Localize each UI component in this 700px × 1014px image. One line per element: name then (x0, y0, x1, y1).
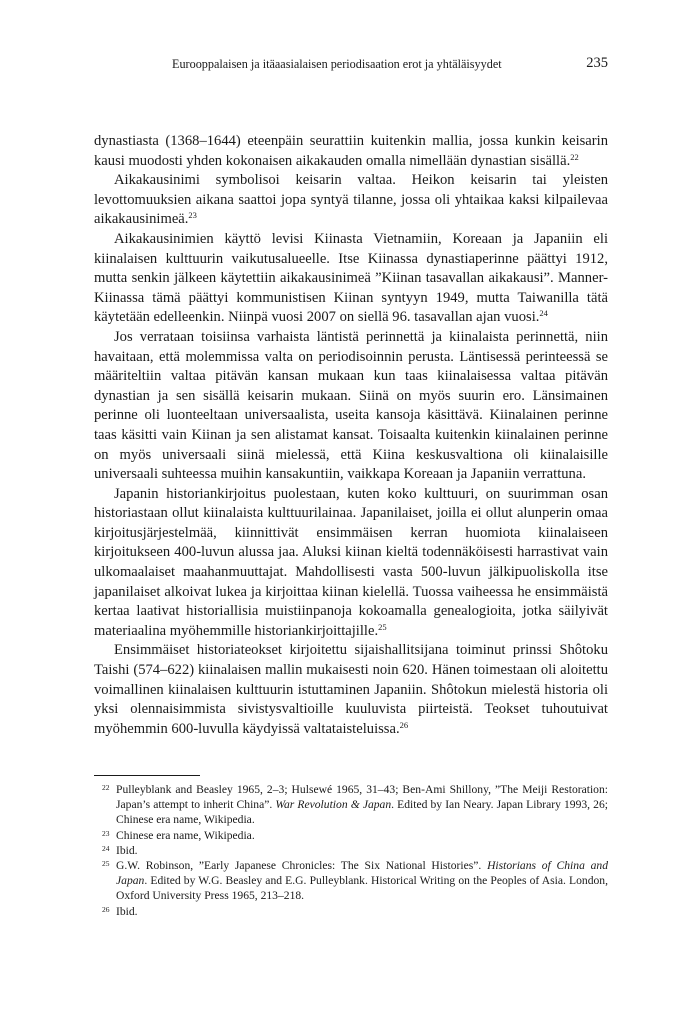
paragraph (94, 230, 608, 328)
paragraph (94, 171, 608, 230)
paragraph (94, 485, 608, 642)
footnote-ref: 25 (378, 621, 387, 632)
paragraph-text: Ensimmäiset historiateokset kirjoitettu sijaishallitsijana toiminut prinssi Shôtoku Taishi (574–622) kiinalaisen mallin mukaisesti noin 620. Hänen toimestaan oli aloitettu voimallinen kiinalaisen kulttuurin istuttaminen Japaniin. Shôtokun mielestä historia oli yksi olennaisimmista sivistysvaltioille kuuluvista piirteistä. Teokset tuhoutuivat myöhemmin 600-luvulla käydyissä valtataisteluissa. (94, 642, 608, 737)
running-title: Eurooppalaisen ja itäaasialaisen periodisaation erot ja yhtäläisyydet (172, 57, 502, 71)
footnote-title-italic: Historians of China and Japan (116, 859, 608, 888)
footnote-number: 25 (102, 859, 110, 869)
paragraph-text: Aikakausinimi symbolisoi keisarin valtaa. Heikon keisarin tai yleisten levottomuuksien aikana saattoi jopa syntyä tilanne, jossa oli yhtaikaa kaksi kilpailevaa aikakausinimeä. (94, 172, 608, 228)
footnote-text: Ibid. (116, 904, 138, 918)
footnote (94, 828, 608, 843)
footnote-number: 26 (102, 904, 110, 914)
footnote-title-italic: War Revolution & Japan (275, 798, 392, 812)
footnote-text-part: . Edited by Ian Neary. Japan Library 1993, 26; Chinese era name, Wikipedia. (116, 798, 608, 827)
paragraph (94, 328, 608, 485)
footnote-ref: 26 (399, 719, 409, 730)
footnote-ref: 24 (539, 308, 548, 319)
footnote-number: 23 (102, 828, 110, 838)
paragraph-text: Japanin historiankirjoitus puolestaan, kuten koko kulttuuri, on suurimman osan historiastaan ollut kiinalaista kulttuurilainaa. Japanilaiset, joilla ei ollut alunperin omaa kirjoitusjärjestelmää, kiinnittivät ensimmäisen kerran huomiota kiinalaiseen kirjoitukseen 400-luvun alussa jaa. Aluksi kiinan kieltä todennäköisesti harrastivat vain ulkomaalaiset maahanmuuttajat. Mahdollisesti vasta 500-luvun jälkipuoliskolla itse japanilaiset alkoivat lukea ja kirjoittaa kiinan kielellä. Tuossa vaiheessa he ensimmäistä kertaa laativat historiallisia muistiinpanoja kokoamalla genealogioita, jotka säilyivät materiaalina myöhemmille historiankirjoittajille. (94, 485, 608, 639)
footnote-text: Ibid. (116, 843, 138, 857)
footnote-ref: 22 (570, 151, 579, 162)
footnote-number: 24 (102, 843, 110, 853)
footnote-number: 22 (102, 783, 110, 792)
paragraph-text: Jos verrataan toisiinsa varhaista läntistä perinnettä ja kiinalaista perinnettä, niin havaitaan, että molemmissa valta on periodisoinnin perusta. Läntisessä perinteessä se määriteltiin valtaa pitävän kansan mukaan kun taas kiinalaisessa valtaa pitävän dynastian ja sen sisällä keisarin mukaan. Siinä on myös suurin ero. Länsimainen perinne oli luonteeltaan universaalista, useita kansoja käsittävä. Kiinalainen perinne taas käsitti vain Kiinan ja sen alistamat kansat. Toisaalta kuitenkin kiinalainen perinne on myös universaali siinä mielessä, että Kiina keskusvaltiona oli kiinalaisille universaali suhteessa muihin kansakuntiin, vaikkapa Koreaan ja Japaniin verrattuna. (94, 328, 608, 483)
footnotes (94, 782, 608, 919)
page-number: 235 (586, 55, 608, 71)
paragraph (94, 641, 608, 739)
footnote-text: Chinese era name, Wikipedia. (116, 828, 255, 842)
body-text (94, 132, 608, 739)
footnote (94, 843, 608, 858)
footnote-text (116, 782, 608, 828)
footnote-text-part: Pulleyblank and Beasley 1965, 2–3; Hulsewé 1965, 31–43; Ben-Ami Shillony, ”The Meiji Restoration: Japan’s attempt to inherit China”. (116, 783, 608, 812)
paragraph-text: Aikakausinimien käyttö levisi Kiinasta Vietnamiin, Koreaan ja Japaniin eli kiinalaisen kulttuurin vaikutusalueelle. Itse Kiinassa dynastiaperinne päättyi 1912, mutta senkin jälkeen käytettiin aikakausinimeä ”Kiinan tasavallan aikakausi”. Manner-Kiinassa tämä päättyi kommunistisen Kiinan syntyyn 1949, mutta Taiwanilla tätä käytetään edelleenkin. Niinpä vuosi 2007 on siellä 96. tasavallan ajan vuosi. (94, 230, 608, 326)
footnote (94, 782, 608, 828)
footnote-text-part: G.W. Robinson, ”Early Japanese Chronicles: The Six National Histories”. (116, 859, 488, 873)
paragraph (94, 132, 608, 171)
footnote-divider (94, 775, 200, 776)
footnote-text-part: . Edited by W.G. Beasley and E.G. Pulleyblank. Historical Writing on the Peoples of Asia. London, Oxford University Press 1965, 213–218. (116, 874, 608, 903)
paragraph-text: dynastiasta (1368–1644) eteenpäin seurattiin kuitenkin mallia, jossa kunkin keisarin kausi muodosti yhden kokonaisen aikakauden omalla nimellään dynastian sisällä. (94, 133, 608, 169)
footnote-text (116, 858, 608, 904)
footnote (94, 858, 608, 904)
footnote-ref: 23 (188, 210, 197, 221)
footnote (94, 904, 608, 919)
